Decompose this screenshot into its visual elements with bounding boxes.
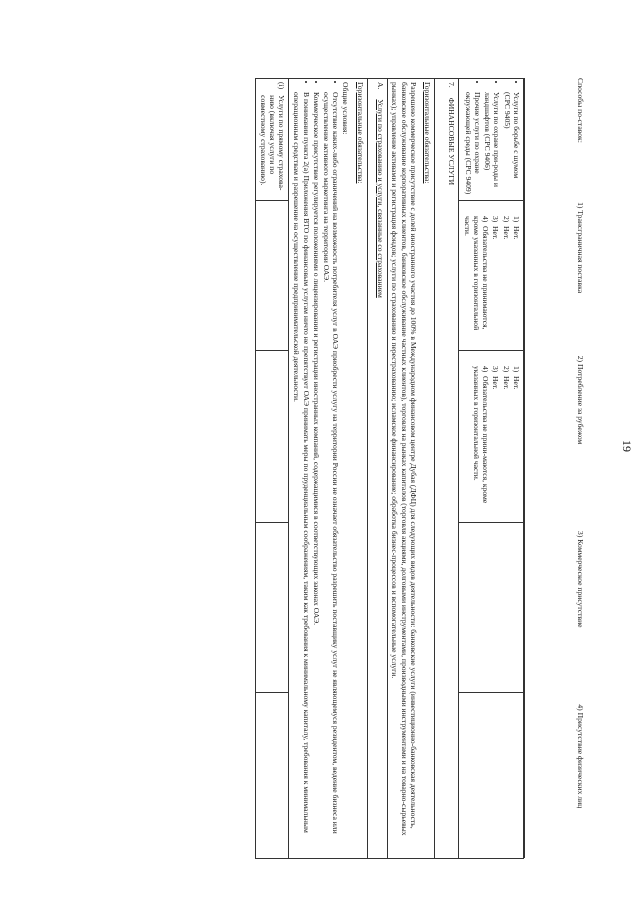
subsection-letter: А. [376,82,386,90]
cross-border-cell: 1)Нет. 2)Нет. 3)Нет. 4)Обязательства не принимаются, кроме указанных в горизонтальной части. [459,201,524,351]
section-cell [435,79,459,859]
table-row [459,79,524,859]
section-title: ФИНАНСОВЫЕ УСЛУГИ [447,97,457,186]
paragraph: Разрешено коммерческое присутствие с долей иностранного участия до 100% в Международном финансовом центре Дубая (ДФЦ) для следующих видов деятельности: банковские услуги (инвестиционно-банковская деятельность, банковское обслуживание корпоративных клиентов, банковское обслуживание частных клиентов), торговля на рынках капиталов (торговля акциями, долговыми инструментами, производными инструментами и на товарно-сырьевых рынках); управление активами и регистрация фондов; услуги по страхованию и перестрахованию; исламское финансирование; обработка бизнес-процессов и вспомогательные услуги. [390,82,418,836]
header-modes: Способы по-ставок: [576,78,585,143]
table-row [256,79,289,859]
service-item-cell [256,79,289,201]
header-natural-persons: 4) Присутствие физических лиц [576,704,585,809]
insurance-horizontal-cell [289,79,368,859]
table-row [289,79,368,859]
list-item: • Услуги по борьбе с шумом (СРС 9405) [503,92,522,197]
services-cell [459,79,524,201]
table-header [524,78,585,858]
commitments-table [256,78,586,858]
horizontal-commitments-cell [388,79,435,859]
subsection-cell [368,79,388,859]
table-row [368,79,388,859]
paragraph: Общие условия: [340,82,350,135]
item-text: Услуги по прямому страхова-нию (включая услуги по совместному страхованию). [258,95,287,191]
table-row [435,79,459,859]
consumption-abroad-cell: 1)Нет. 2)Нет. 3)Нет. 4)Обязательства не прини-маются, кроме указанных в горизонтальной части. [459,351,524,523]
header-commercial-presence: 3) Коммерческое присутствие [576,531,585,628]
commercial-presence-cell [459,523,524,693]
page-number: 19 [620,440,634,452]
table-row [388,79,435,859]
list-item: • В понимании пункта 2(а) Приложения ВТО по финансовым услугам ничто не препятствует ОАЭ принимать меры по пруденциальным соображениям, таким как требования к минимальному капиталу, требования к минимальным операционным средствам и разрешение на осуществление предпринимательской деятельности. [292,92,311,855]
subsection-title: Услуги по страхованию и услуги, связанные со страхованием [376,99,386,298]
item-number: (i) [277,82,287,90]
section-number: 7. [447,82,457,88]
list-item: • Прочие услуги по охране окружающей среды (СРС 9409) [464,92,483,197]
list-item: • Услуги по охране при-роды и ландшафтов (СРС 9406) [483,92,502,197]
header-consumption-abroad: 2) Потребление за рубежом [576,355,585,445]
header-cross-border: 1) Трансграничная поставка [576,202,585,294]
subheading: Горизонтальные обязательства: [356,82,365,184]
list-item: • Отсутствие каких-либо ограничений на возможность потребителя услуг в ОАЭ приобрести услугу на территории России не означает обязательство разрешить поставщику услуг не являющемуся резидентом, ведение бизнеса или осуществление активного маркетинга на территории ОАЭ. [322,92,341,855]
natural-persons-cell [459,693,524,859]
list-item: • Коммерческое присутствие регулируется положениями о лицензировании и регистрации иностранных компаний, содержащимися в соответствующих законах ОАЭ. [312,92,321,855]
table-body [256,78,525,859]
subheading: Горизонтальные обязательства: [423,82,433,184]
